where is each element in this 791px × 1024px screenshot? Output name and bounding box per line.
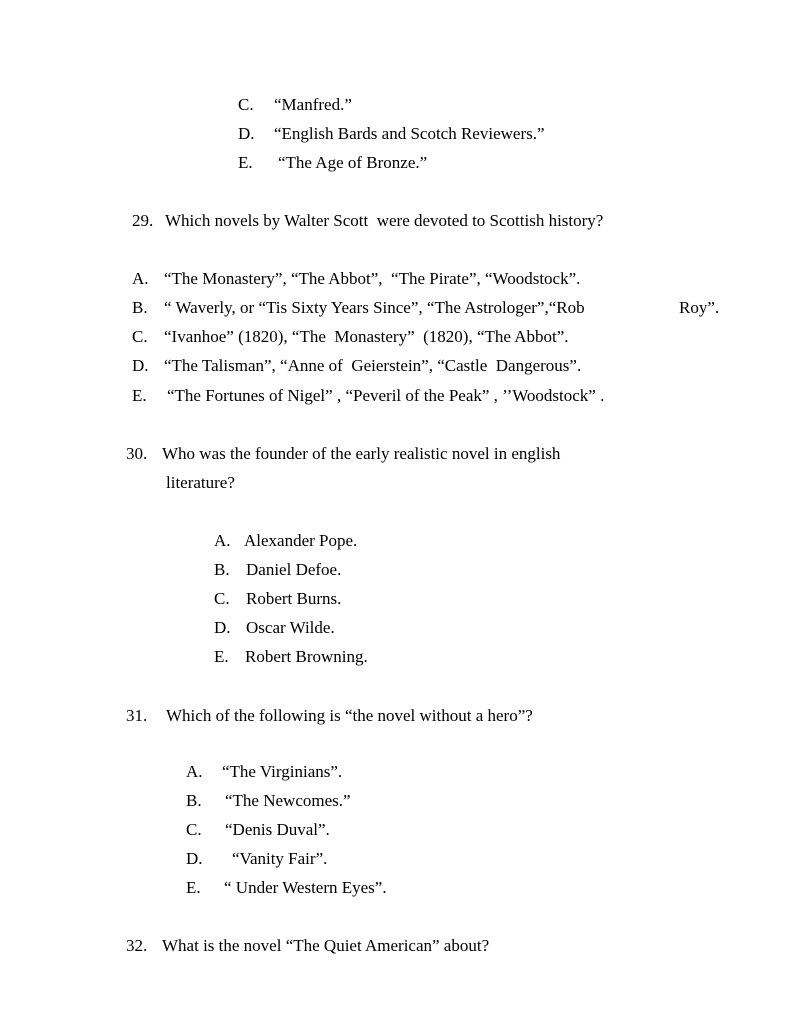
option-letter: B.	[132, 298, 148, 317]
question-text: What is the novel “The Quiet American” about?	[162, 936, 490, 955]
option-letter: D.	[132, 356, 149, 375]
q29-question	[115, 191, 603, 251]
q30-question-continued	[149, 453, 235, 513]
option-text: “Manfred.”	[274, 95, 352, 114]
q31-option-e	[169, 858, 387, 918]
option-letter: E.	[132, 386, 147, 405]
option-text: “The Monastery”, “The Abbot”, “The Pirate”, “Woodstock”.	[164, 269, 581, 288]
option-letter: C.	[132, 327, 148, 346]
option-letter: E.	[214, 647, 229, 666]
option-letter: B.	[214, 560, 230, 579]
option-text: Oscar Wilde.	[246, 618, 335, 637]
option-text: “Ivanhoe” (1820), “The Monastery” (1820), “The Abbot”.	[164, 327, 569, 346]
option-letter: E.	[186, 878, 201, 897]
q31-question	[109, 686, 533, 746]
option-letter: A.	[186, 762, 203, 781]
option-letter: D.	[214, 618, 231, 637]
question-text: Which of the following is “the novel without a hero”?	[166, 706, 533, 725]
option-text: “Vanity Fair”.	[232, 849, 328, 868]
option-text: “English Bards and Scotch Reviewers.”	[274, 124, 545, 143]
option-text: “The Talisman”, “Anne of Geierstein”, “Castle Dangerous”.	[164, 356, 582, 375]
q30-option-e	[197, 627, 368, 687]
question-number: 31.	[126, 706, 148, 725]
question-number: 30.	[126, 444, 148, 463]
option-letter: E.	[238, 153, 253, 172]
option-text: “The Newcomes.”	[225, 791, 351, 810]
question-text: literature?	[166, 473, 235, 492]
question-number: 29.	[132, 211, 154, 230]
q29-option-e	[115, 366, 604, 426]
option-letter: A.	[132, 269, 149, 288]
option-letter: C.	[214, 589, 230, 608]
q29-option-b-tail	[662, 278, 719, 338]
option-text: Alexander Pope.	[244, 531, 358, 550]
option-letter: C.	[238, 95, 254, 114]
question-text: Who was the founder of the early realistic novel in english	[162, 444, 561, 463]
option-text: “ Under Western Eyes”.	[224, 878, 387, 897]
q28-option-e	[221, 133, 427, 193]
option-letter: D.	[238, 124, 255, 143]
question-text: Which novels by Walter Scott were devoted to Scottish history?	[165, 211, 604, 230]
option-letter: C.	[186, 820, 202, 839]
q32-question	[109, 916, 489, 976]
option-text: “ Waverly, or “Tis Sixty Years Since”, “The Astrologer”,“Rob	[164, 298, 585, 317]
question-number: 32.	[126, 936, 148, 955]
option-text: “The Age of Bronze.”	[278, 153, 428, 172]
option-letter: B.	[186, 791, 202, 810]
option-letter: A.	[214, 531, 231, 550]
option-text: Robert Burns.	[246, 589, 342, 608]
option-letter: D.	[186, 849, 203, 868]
option-text: Robert Browning.	[245, 647, 368, 666]
option-text: “The Fortunes of Nigel” , “Peveril of the Peak” , ’’Woodstock” .	[167, 386, 605, 405]
option-text: “The Virginians”.	[222, 762, 343, 781]
option-text-tail: Roy”.	[679, 298, 720, 317]
option-text: “Denis Duval”.	[225, 820, 330, 839]
option-text: Daniel Defoe.	[246, 560, 342, 579]
